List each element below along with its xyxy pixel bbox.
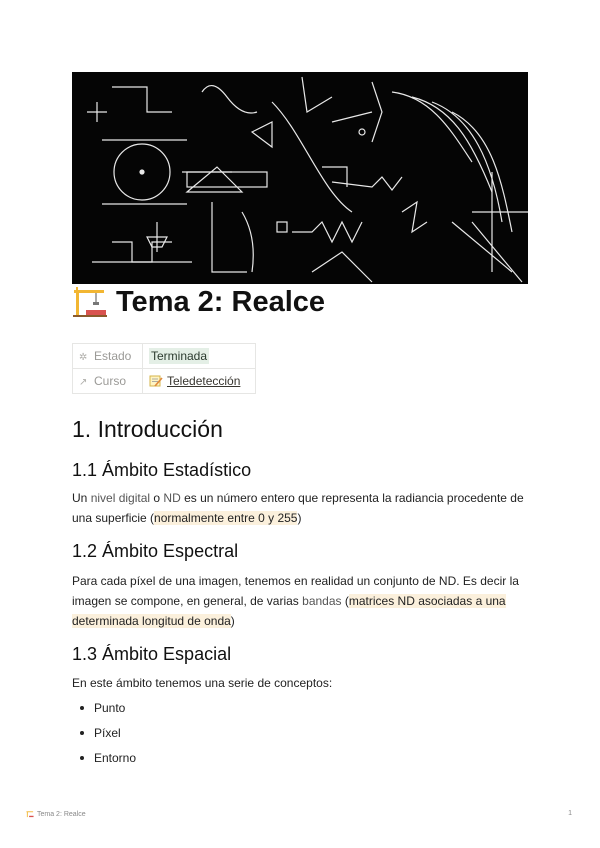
text-span: ( — [341, 594, 349, 608]
page-number: 1 — [568, 810, 572, 817]
highlight-range: normalmente entre 0 y 255 — [154, 511, 298, 525]
page-title: Tema 2: Realce — [116, 286, 326, 318]
term-nd: ND — [163, 491, 181, 505]
property-value-curso[interactable] — [143, 369, 256, 394]
paragraph-ambito-espacial: En este ámbito tenemos una serie de conceptos: — [72, 676, 333, 690]
text-span: o — [150, 491, 164, 505]
property-key-label: Curso — [94, 374, 127, 388]
course-link[interactable]: Teledetección — [167, 374, 241, 388]
property-value-estado[interactable] — [143, 344, 256, 369]
text-span: ) — [230, 614, 235, 628]
list-item: Entorno — [72, 748, 136, 773]
properties-table — [72, 343, 256, 394]
status-spinner-icon: ✲ — [79, 352, 88, 363]
construction-crane-icon — [26, 810, 34, 818]
property-row-curso — [73, 369, 256, 394]
heading-ambito-espacial: 1.3 Ámbito Espacial — [72, 644, 232, 664]
relation-arrow-icon: ↗ — [79, 377, 88, 388]
property-key-estado — [73, 344, 143, 369]
text-span: ) — [297, 511, 302, 525]
concepts-list — [72, 698, 136, 773]
term-bandas: bandas — [302, 594, 342, 608]
page-title-row — [72, 284, 325, 320]
heading-introduccion: 1. Introducción — [72, 416, 223, 442]
term-nivel-digital: nivel digital — [90, 491, 151, 505]
text-span: Un — [72, 491, 91, 505]
construction-crane-icon — [72, 286, 108, 318]
memo-icon — [149, 375, 163, 387]
text-span: Para cada píxel de una imagen, tenemos en realidad un conjunto de ND. Es decir la imagen se compone, en general, de varias — [72, 574, 519, 608]
property-key-label: Estado — [94, 349, 132, 363]
highlight-matrices: matrices ND asociadas a una determinada longitud de onda — [72, 594, 506, 628]
list-item: Punto — [72, 698, 136, 723]
cover-image — [72, 72, 528, 284]
page-footer — [26, 810, 86, 818]
paragraph-ambito-espectral — [72, 571, 528, 631]
heading-ambito-estadistico: 1.1 Ámbito Estadístico — [72, 460, 252, 480]
property-key-curso — [73, 369, 143, 394]
text-span: es un número entero que representa la radiancia procedente de una superficie ( — [72, 491, 524, 525]
list-item: Píxel — [72, 723, 136, 748]
paragraph-ambito-estadistico — [72, 488, 528, 528]
heading-ambito-espectral: 1.2 Ámbito Espectral — [72, 541, 239, 561]
property-row-estado — [73, 344, 256, 369]
status-tag[interactable]: Terminada — [151, 349, 208, 363]
footer-title: Tema 2: Realce — [37, 810, 86, 818]
